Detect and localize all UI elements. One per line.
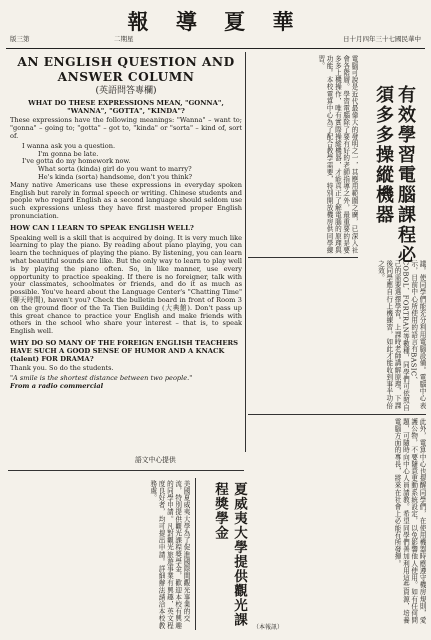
masthead — [6, 4, 425, 49]
example-sentence: He's kinda (sorta) handsome, don't you think? — [38, 172, 193, 181]
computer-article-body: 議。使同學們能充分利用電腦設備。電腦中心表示，目前中心所使用的語言有BASIC、COBOL、FORTRAN等數種，同學們可依照自己的需要選擇學習。上課時老師講解原理，下課後同學應自行上機練習，如此才能收到事半功倍之效。 — [376, 260, 426, 412]
answer-paragraph: Thank you. So do the students. — [10, 364, 114, 373]
scholarship-article-body: 美國夏威夷大學為了促進國際間觀光事業的交流，特別提供觀光課程獎學金，歡迎本校有興趣的同學申請。凡對觀光旅遊事業有興趣，英文程度良好者，均可提出申請。詳細辦法請洽本校教務處。 — [148, 480, 190, 630]
section-divider — [248, 414, 426, 415]
news-source-note: （本報訊） — [253, 624, 284, 631]
computer-article-body: 此外，電算中心也提醒同學們，在使用機器時應遵守機房規則，愛護公物，不要隨意更動系統設定，以免影響他人使用。如有任何問題，可隨時向中心人員請教。希望同學們善加利用這些資源，培養電腦方面的專長，將來在社會上必能有所發揮。 — [393, 418, 426, 624]
quote-source: From a radio commercial — [10, 381, 104, 390]
provided-by-note: 語文中心提供 — [135, 456, 176, 464]
closing-quote: "A smile is the shortest distance between two people." — [10, 374, 193, 383]
question-heading: WHY DO SO MANY OF THE FOREIGN ENGLISH TEACHERS HAVE SUCH A GOOD SENSE OF HUMOR AND A KNACK (talent) FOR DRAMA? — [10, 338, 239, 363]
section-divider — [248, 257, 358, 258]
newspaper-title: 報 導 夏 華 — [127, 9, 304, 34]
answer-paragraph: Speaking well is a skill that is acquired by doing. It is very much like learning to play the piano. By reading about piano playing, you can learn the techniques of playing the piano. By listening, you can learn what beautiful sounds are like. But the only way to learn to play well is by playing the piano often. So, in like manner, use every opportunity to practice speaking. If there is no foreigner, talk with your classmates, schoolmates or friends, and do it as much as possible. You've heard about the Language Center's "Chatting Time" (聊天時間), haven't you? Check the bulletin board in front of Room 3 on the ground floor of the Ta Tien Building (大典館). Don't pass up this great chance to practice your English and make friends with others in the school who share your interest – that is, to speak English well. — [10, 233, 242, 336]
answer-paragraph: Many native Americans use these expressions in everyday spoken English but rarely in formal speech or writing. Chinese students and people who regard English as a second language should seldom use such expressions unless they have first mastered proper English pronunciation. — [10, 180, 242, 220]
column-divider — [195, 478, 196, 630]
english-column-title: AN ENGLISH QUESTION AND ANSWER COLUMN — [17, 55, 235, 84]
scholarship-article-headline: 夏威夷大學提供觀光課程獎學金 — [212, 482, 247, 627]
english-qa-column — [10, 55, 242, 445]
answer-paragraph: These expressions have the following meanings: "Wanna" – want to; "gonna" – going to; "gotta" – got to, "kinda" or "sorta" – kind of, sort of. — [10, 116, 242, 140]
computer-article-body: 電腦可說是近代最偉大的發明之一，其應用範圍之廣，已深入社會各階層。學習電腦除了要有好的老師指導之外，最重要的是要多多上機操作，唯有實際操縱機器，才能真正了解電腦的原理與功能。本校電算中心為了配合教學需要，特別開放機房供同學練習。 — [316, 55, 358, 254]
issue-number: 二期星 — [114, 35, 134, 43]
column-divider — [245, 52, 246, 452]
page-number: 版三第 — [10, 35, 30, 43]
question-heading: WHAT DO THESE EXPRESSIONS MEAN, "GONNA", "WANNA", "GOTTA", "KINDA"? — [28, 98, 224, 115]
question-heading: HOW CAN I LEARN TO SPEAK ENGLISH WELL? — [10, 223, 194, 232]
example-sentence: I'm gonna be late. — [38, 149, 99, 158]
example-sentence: I wanna ask you a question. — [22, 141, 116, 150]
issue-date: 日十月四年三十七國民華中 — [343, 35, 421, 43]
section-divider — [8, 470, 244, 471]
example-sentence: I've gotta do my homework now. — [22, 157, 131, 166]
english-column-subtitle: (英語問答專欄) — [95, 86, 157, 96]
example-sentence: What sorta (kinda) girl do you want to marry? — [38, 165, 192, 174]
computer-article-headline: 有效學習電腦課程必須多多操縱機器 — [373, 85, 416, 265]
